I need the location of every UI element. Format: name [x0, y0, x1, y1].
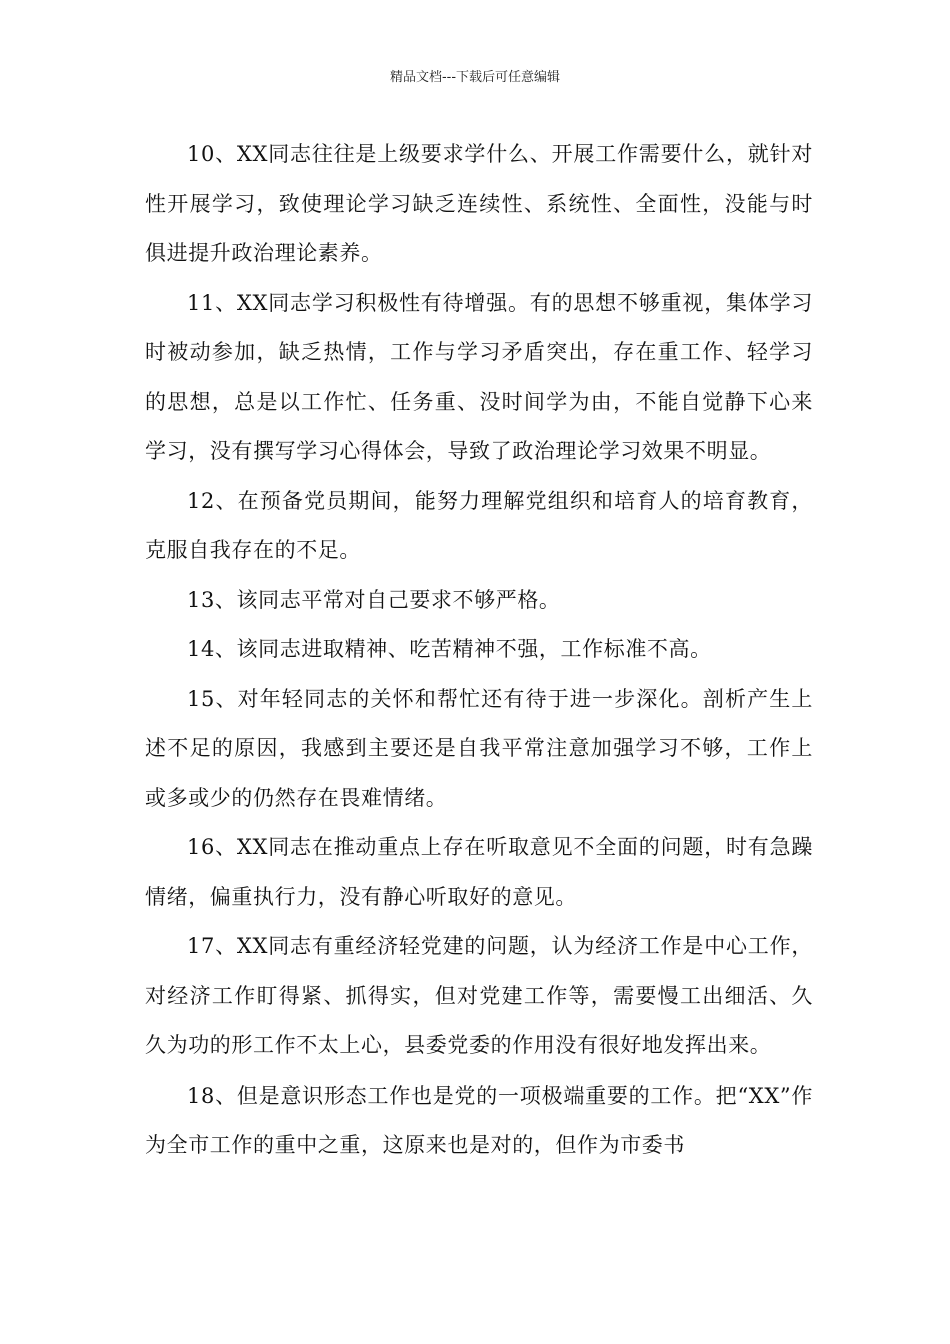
paragraph-14: 14、该同志进取精神、吃苦精神不强，工作标准不高。: [187, 637, 712, 661]
paragraph-13: 13、该同志平常对自己要求不够严格。: [187, 587, 561, 612]
paragraph-12: 12、在预备党员期间，能努力理解党组织和培育人的培育教育，克服自我存在的不足。: [145, 488, 813, 562]
paragraph-17: 17、XX同志有重经济轻党建的问题，认为经济工作是中心工作，对经济工作盯得紧、抓得实，但对党建工作等，需要慢工出细活、久久为功的形工作不太上心，县委党委的作用没有很好地发挥出来。: [145, 934, 813, 1057]
paragraph-15: 15、对年轻同志的关怀和帮忙还有待于进一步深化。剖析产生上述不足的原因，我感到主要还是自我平常注意加强学习不够，工作上或多或少的仍然存在畏难情绪。: [145, 686, 813, 810]
paragraph-10: 10、XX同志往往是上级要求学什么、开展工作需要什么，就针对性开展学习，致使理论学习缺乏连续性、系统性、全面性，没能与时俱进提升政治理论素养。: [145, 142, 813, 265]
page-header: 精品文档---下载后可任意编辑: [389, 70, 561, 85]
document-body: [145, 130, 813, 1171]
paragraph-11: 11、XX同志学习积极性有待增强。有的思想不够重视，集体学习时被动参加，缺乏热情，工作与学习矛盾突出，存在重工作、轻学习的思想，总是以工作忙、任务重、没时间学为由，不能自觉静下心来学习，没有撰写学习心得体会，导致了政治理论学习效果不明显。: [145, 290, 813, 463]
paragraph-18: 18、但是意识形态工作也是党的一项极端重要的工作。把“XX”作为全市工作的重中之重，这原来也是对的，但作为市委书: [145, 1083, 813, 1157]
paragraph-16: 16、XX同志在推动重点上存在听取意见不全面的问题，时有急躁情绪，偏重执行力，没有静心听取好的意见。: [145, 835, 813, 909]
